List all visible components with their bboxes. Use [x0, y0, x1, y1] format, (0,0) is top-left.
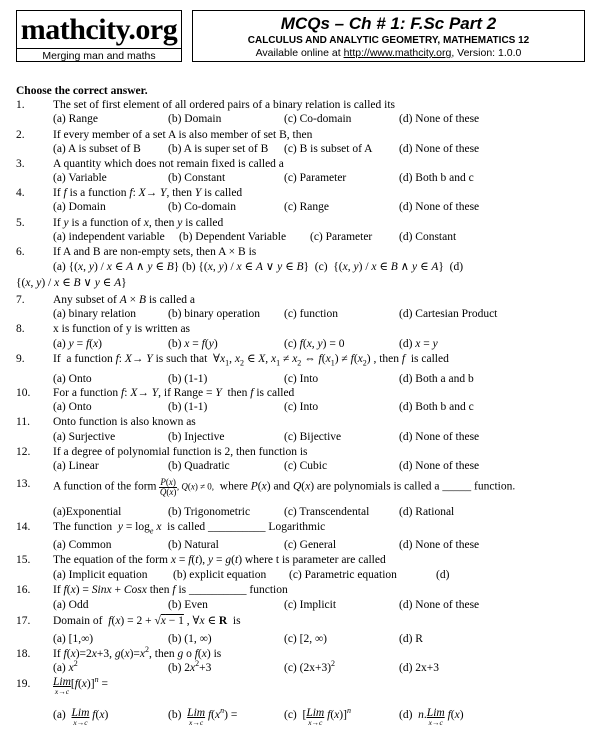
options-line[interactable]: (a) {(x, y) / x ∈ A ∧ y ∈ B} (b) {(x, y) / x ∈ A ∨ y ∈ B} (c) {(x, y) / x ∈ B ∧ y ∈ A} (d) — [53, 261, 464, 273]
question-text: For a function f: X→ Y, if Range = Y then f is called — [53, 387, 295, 399]
option-d[interactable]: (d) Constant — [399, 231, 457, 243]
option-d[interactable]: (d) 2x+3 — [399, 662, 440, 674]
option-b[interactable]: (b) (1, ∞) — [168, 633, 212, 645]
option-c[interactable]: (c) Into — [284, 401, 319, 413]
question-number: 6. — [16, 246, 25, 258]
question-text: Onto function is also known as — [53, 416, 196, 428]
option-b[interactable]: (b) Dependent Variable — [179, 231, 287, 243]
option-a[interactable]: (a) Variable — [53, 172, 107, 184]
option-c[interactable]: (c) [Lim x→c f(x)]$^n$ — [284, 706, 351, 727]
option-c[interactable]: (c) function — [284, 308, 338, 320]
option-d[interactable]: (d) None of these — [399, 599, 480, 611]
option-c[interactable]: (c) Transcendental — [284, 506, 370, 518]
question-number: 8. — [16, 323, 25, 335]
option-b[interactable]: (b) (1-1) — [168, 401, 208, 413]
option-d[interactable]: (d) — [436, 569, 450, 581]
option-c[interactable]: (c) Parameter — [310, 231, 373, 243]
option-a[interactable]: (a) A is subset of B — [53, 143, 141, 155]
page-subtitle: CALCULUS AND ANALYTIC GEOMETRY, MATHEMATICS 12 — [247, 35, 530, 46]
option-c[interactable]: (c) Implicit — [284, 599, 337, 611]
option-a[interactable]: (a) Odd — [53, 599, 89, 611]
option-a[interactable]: (a) binary relation — [53, 308, 137, 320]
option-a[interactable]: (a) Lim x→c f(x) — [53, 707, 109, 727]
option-a[interactable]: (a) y = f(x) — [53, 338, 102, 350]
option-b[interactable]: (b) Natural — [168, 539, 219, 551]
question-number: 14. — [16, 521, 31, 533]
q7-text-1: Any subset of — [53, 294, 117, 306]
option-b[interactable]: (b) Lim x→c $f(x^n)$ = — [168, 706, 238, 727]
page-header — [16, 10, 585, 70]
question-text: If a degree of polynomial function is 2, then function is — [53, 446, 308, 458]
fraction: $\frac{P(x)}{Q(x)}$ — [159, 477, 177, 497]
availability-line — [193, 47, 584, 60]
question-number: 10. — [16, 387, 31, 399]
option-c[interactable]: (c) Bijective — [284, 431, 342, 443]
question-number: 18. — [16, 648, 31, 660]
option-b[interactable]: (b) binary operation — [168, 308, 260, 320]
question-text: If y is a function of x, then y is called — [53, 217, 224, 229]
question-number: 11. — [16, 416, 30, 428]
available-text: Available online at — [255, 47, 344, 59]
option-a[interactable]: (a) independent variable — [53, 231, 165, 243]
title-box — [192, 10, 585, 62]
option-a[interactable]: (a) Onto — [53, 373, 92, 385]
option-c[interactable]: (c) General — [284, 539, 337, 551]
page-title: MCQs – Ch # 1: F.Sc Part 2 — [280, 14, 497, 33]
question-number: 9. — [16, 353, 25, 365]
option-d[interactable]: (d) Cartesian Product — [399, 308, 498, 320]
question-number: 2. — [16, 129, 25, 141]
option-a[interactable]: (a)Exponential — [53, 506, 122, 518]
option-c[interactable]: (c) Range — [284, 201, 330, 213]
question-number: 4. — [16, 187, 25, 199]
option-d[interactable]: (d) None of these — [399, 431, 480, 443]
option-a[interactable]: (a) Domain — [53, 201, 106, 213]
question-text: Domain of f(x) = 2 + √x − 1 , ∀x ∈ R is — [53, 615, 241, 627]
option-b[interactable]: (b) A is super set of B — [168, 143, 269, 155]
site-link[interactable]: http://www.mathcity.org — [343, 47, 452, 59]
q7-text-2: is called a — [148, 294, 195, 306]
question-number: 15. — [16, 554, 31, 566]
option-d[interactable]: (d) Both a and b — [399, 373, 474, 385]
option-c[interactable]: (c) f(x, y) = 0 — [284, 338, 345, 350]
instruction: Choose the correct answer. — [16, 85, 148, 97]
question-number: 17. — [16, 615, 31, 627]
option-d[interactable]: (d) None of these — [399, 201, 480, 213]
option-a[interactable]: (a) Implicit equation — [53, 569, 148, 581]
question-number: 12. — [16, 446, 31, 458]
option-a[interactable]: (a) [1,∞) — [53, 633, 94, 645]
question-text: The set of first element of all ordered pairs of a binary relation is called its — [53, 99, 396, 111]
option-b[interactable]: (b) Co-domain — [168, 201, 237, 213]
logo-title: mathcity.org — [20, 13, 178, 46]
question-number: 19. — [16, 678, 31, 690]
limit-notation: Lim x→c — [53, 676, 71, 696]
question-number: 1. — [16, 99, 25, 111]
question-text: Any subset of A × B is called a — [53, 294, 195, 306]
option-a[interactable]: (a) Linear — [53, 460, 99, 472]
question-number: 5. — [16, 217, 25, 229]
question-text: Lim x→c $[f(x)]^n$ = — [53, 675, 108, 696]
option-c[interactable]: (c) Into — [284, 373, 319, 385]
question-text: If f is a function f: X→ Y, then Y is called — [53, 187, 243, 199]
option-b[interactable]: (b) Trigonometric — [168, 506, 251, 518]
option-c[interactable]: (c) [2, ∞) — [284, 633, 327, 645]
option-b[interactable]: (b) Constant — [168, 172, 226, 184]
question-text: The equation of the form x = f(t), y = g(t) where t is parameter are called — [53, 554, 386, 566]
option-d[interactable]: (d) None of these — [399, 143, 480, 155]
question-text: If a function f: X→ Y is such that $\forall x_1$, $x_2$ ∈ X, $x_1 \ne x_2$ ⇔ $f(x_1) \ne f(x_2)$ , then f is called — [53, 353, 449, 368]
question-number: 13. — [16, 478, 31, 490]
logo — [16, 10, 182, 62]
option-b[interactable]: (b) explicit equation — [173, 569, 267, 581]
question-text: If f(x)=2x+3, $g(x)=x^2$, then g o f(x) is — [53, 645, 222, 660]
option-d[interactable]: (d) Rational — [399, 506, 455, 518]
question-text: If A and B are non-empty sets, then A × B is — [53, 246, 257, 258]
question-text: The function $y = \log_e x$ is called __________ Logarithmic — [53, 521, 326, 536]
option-c[interactable]: (c) Cubic — [284, 460, 328, 472]
option-d[interactable]: (d) n.Lim x→c f(x) — [399, 707, 464, 727]
option-a[interactable]: (a) Onto — [53, 401, 92, 413]
option-d-cont[interactable]: {(x, y) / x ∈ B ∨ y ∈ A} — [16, 277, 127, 289]
option-c[interactable]: (c) $(2x+3)^2$ — [284, 659, 336, 674]
option-b[interactable]: (b) Domain — [168, 113, 222, 125]
option-d[interactable]: (d) None of these — [399, 113, 480, 125]
option-b[interactable]: (b) $2x^2+3$ — [168, 659, 212, 674]
question-text: A function of the form $\frac{P(x)}{Q(x)}$, Q(x) ≠ 0, where P(x) and Q(x) are polynomials is called a _____ function. — [53, 477, 516, 497]
question-number: 7. — [16, 294, 25, 306]
option-b[interactable]: (b) x = f(y) — [168, 338, 218, 350]
option-a[interactable]: (a) $x^2$ — [53, 659, 78, 674]
option-c-text: (c) (2x+3) — [284, 662, 332, 674]
version-text: , Version: 1.0.0 — [451, 47, 522, 59]
option-a[interactable]: (a) Common — [53, 539, 112, 551]
option-b[interactable]: (b) Quadratic — [168, 460, 230, 472]
option-d[interactable]: (d) None of these — [399, 539, 480, 551]
option-b[interactable]: (b) Injective — [168, 431, 225, 443]
question-text: If f(x) = Sinx + Cosx then f is __________ function — [53, 584, 288, 596]
option-c[interactable]: (c) B is subset of A — [284, 143, 373, 155]
logo-tagline: Merging man and maths — [17, 48, 181, 63]
option-c[interactable]: (c) Parameter — [284, 172, 347, 184]
question-text: If every member of a set A is also member of set B, then — [53, 129, 313, 141]
option-a[interactable]: (a) Surjective — [53, 431, 116, 443]
question-number: 3. — [16, 158, 25, 170]
option-d[interactable]: (d) None of these — [399, 460, 480, 472]
option-d[interactable]: (d) Both b and c — [399, 401, 474, 413]
question-text: x is function of y is written as — [53, 323, 191, 335]
question-text: A quantity which does not remain fixed is called a — [53, 158, 284, 170]
option-d[interactable]: (d) R — [399, 633, 423, 645]
option-c[interactable]: (c) Co-domain — [284, 113, 352, 125]
option-d[interactable]: (d) Both b and c — [399, 172, 474, 184]
option-b[interactable]: (b) Even — [168, 599, 208, 611]
option-c[interactable]: (c) Parametric equation — [289, 569, 397, 581]
option-b[interactable]: (b) (1-1) — [168, 373, 208, 385]
option-a[interactable]: (a) Range — [53, 113, 99, 125]
question-number: 16. — [16, 584, 31, 596]
option-d[interactable]: (d) x = y — [399, 338, 438, 350]
